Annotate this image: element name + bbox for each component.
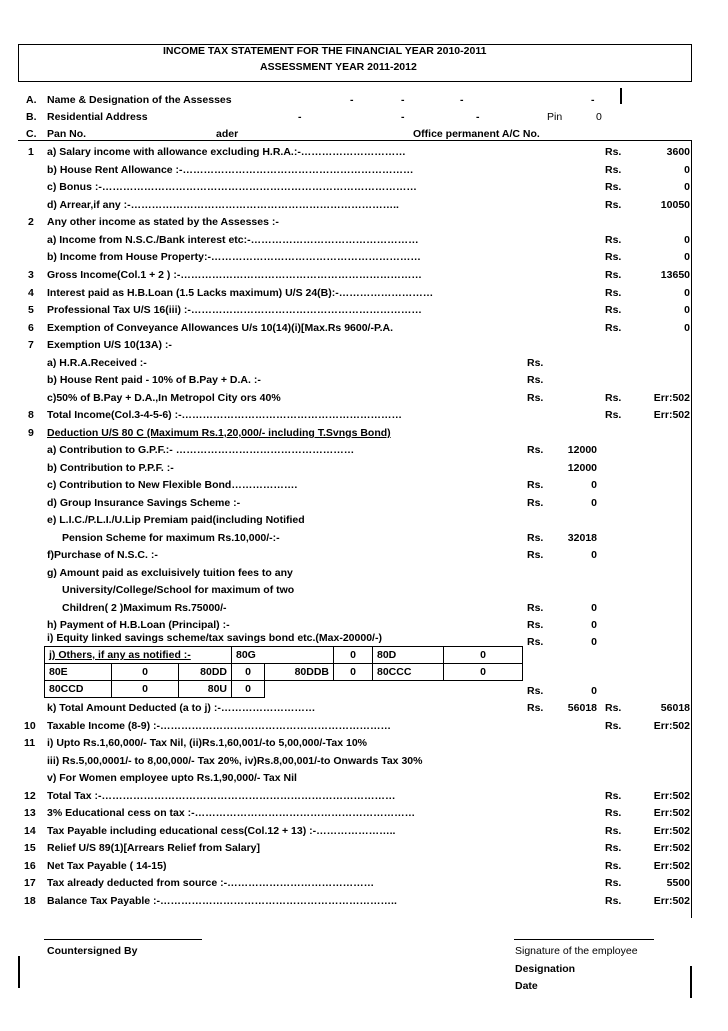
table-cell: 0 [112, 664, 179, 681]
header-divider [18, 81, 692, 82]
table-cell: 80DDB [265, 664, 334, 681]
left-border [18, 44, 19, 81]
residential-address-label: Residential Address [47, 111, 148, 123]
name-divider-bar [620, 88, 622, 104]
nsc-purchase-value: 0 [591, 549, 597, 561]
signature-label: Signature of the employee [515, 945, 638, 957]
hb-principal-value: 0 [591, 619, 597, 631]
row-number: 9 [28, 427, 34, 439]
taxable-income-value: Err:502 [653, 720, 690, 732]
title-line2: ASSESSMENT YEAR 2011-2012 [260, 61, 417, 73]
tax-slab-women: v) For Women employee upto Rs.1,90,000/- Tax Nil [47, 772, 297, 784]
rs-label: Rs. [527, 549, 544, 561]
balance-tax-value: Err:502 [653, 895, 690, 907]
table-cell-empty [265, 681, 523, 698]
pin-label: Pin [547, 111, 563, 123]
rs-label: Rs. [605, 251, 622, 263]
rs-label: Rs. [605, 287, 622, 299]
right-border [691, 44, 692, 81]
house-property-value: 0 [684, 251, 690, 263]
rs-label: Rs. [605, 234, 622, 246]
conveyance-exemption-label: Exemption of Conveyance Allowances U/s 10(14)(i)[Max.Rs 9600/-P.A. [47, 322, 394, 334]
bottom-margin-left [18, 956, 20, 988]
bonus-label: c) Bonus :-……………………………………………………………………………… [47, 181, 417, 193]
nsc-interest-value: 0 [684, 234, 690, 246]
salary-income-label: a) Salary income with allowance excluding H.R.A.:-………………………… [47, 146, 406, 158]
tuition-fees-label: g) Amount paid as excluisively tuition fees to any [47, 567, 293, 579]
signature-line [514, 939, 654, 940]
countersign-line [44, 939, 202, 940]
lic-label: e) L.I.C./P.L.I./U.Lip Premiam paid(including Notified [47, 514, 305, 526]
elss-label: i) Equity linked savings scheme/tax savings bond etc.(Max-20000/-) [47, 632, 382, 644]
row-number: 7 [28, 339, 34, 351]
arrear-label: d) Arrear,if any :-………………………………………………………………….. [47, 199, 399, 211]
label-c: C. [26, 128, 37, 140]
dash: - [460, 94, 464, 106]
deduction-80c-label: Deduction U/S 80 C (Maximum Rs.1,20,000/- including T.Svngs Bond) [47, 427, 391, 439]
rs-label: Rs. [527, 479, 544, 491]
group-insurance-label: d) Group Insurance Savings Scheme :- [47, 497, 241, 509]
tuition-fees-label-3: Children( 2 )Maximum Rs.75000/- [62, 602, 227, 614]
house-rent-paid-label: b) House Rent paid - 10% of B.Pay + D.A. :- [47, 374, 261, 386]
rs-label: Rs. [527, 444, 544, 456]
hb-principal-label: h) Payment of H.B.Loan (Principal) :- [47, 619, 230, 631]
rs-label: Rs. [527, 636, 544, 648]
ppf-value: 12000 [567, 462, 597, 474]
gross-income-label: Gross Income(Col.1 + 2 ) :-…………………………………………………………… [47, 269, 422, 281]
tax-slab-2: iii) Rs.5,00,0001/- to 8,00,000/- Tax 20%, iv)Rs.8,00,001/-to Onwards Tax 30% [47, 755, 423, 767]
exemption-10-13a-label: Exemption U/S 10(13A) :- [47, 339, 172, 351]
rs-label: Rs. [527, 392, 544, 404]
hra-label: b) House Rent Allowance :-………………………………………………………… [47, 164, 414, 176]
designation-label: Designation [515, 963, 576, 975]
balance-tax-label: Balance Tax Payable :-………………………………………………………….. [47, 895, 397, 907]
total-income-label: Total Income(Col.3-4-5-6) :-……………………………………………………… [47, 409, 403, 421]
rs-label: Rs. [527, 619, 544, 631]
rs-label: Rs. [527, 532, 544, 544]
row-number: 17 [24, 877, 36, 889]
metro-city-value: Err:502 [653, 392, 690, 404]
table-cell: 80U [179, 681, 232, 698]
row-number: 18 [24, 895, 36, 907]
house-property-label: b) Income from House Property:-…………………………………………………… [47, 251, 421, 263]
hb-loan-interest-value: 0 [684, 287, 690, 299]
dash: - [350, 94, 354, 106]
tds-label: Tax already deducted from source :-…………………………………… [47, 877, 375, 889]
tuition-fees-label-2: University/College/School for maximum of two [62, 584, 295, 596]
bottom-margin-right [690, 966, 692, 998]
right-border-lower [691, 140, 692, 918]
label-a: A. [26, 94, 37, 106]
education-cess-label: 3% Educational cess on tax :-……………………………………………………… [47, 807, 416, 819]
table-cell: 0 [444, 664, 523, 681]
relief-891-label: Relief U/S 89(1)[Arrears Relief from Salary] [47, 842, 260, 854]
row-number: 16 [24, 860, 36, 872]
rs-label: Rs. [527, 685, 544, 697]
professional-tax-value: 0 [684, 304, 690, 316]
rs-label: Rs. [605, 322, 622, 334]
net-tax-payable-value: Err:502 [653, 860, 690, 872]
dash: - [591, 94, 595, 106]
row-number: 2 [28, 216, 34, 228]
table-cell: 80E [45, 664, 112, 681]
dash: - [298, 111, 302, 123]
flexible-bond-value: 0 [591, 479, 597, 491]
rs-label: Rs. [605, 807, 622, 819]
gpf-value: 12000 [567, 444, 597, 456]
table-row [45, 664, 523, 681]
rs-label: Rs. [605, 842, 622, 854]
table-cell: 0 [334, 647, 373, 664]
lic-value: 32018 [567, 532, 597, 544]
salary-income-value: 3600 [666, 146, 690, 158]
rs-label: Rs. [527, 702, 544, 714]
row-number: 10 [24, 720, 36, 732]
table-cell: 0 [232, 681, 265, 698]
total-deducted-value-final: 56018 [660, 702, 690, 714]
pin-value: 0 [596, 111, 602, 123]
rs-label: Rs. [605, 860, 622, 872]
rs-label: Rs. [605, 146, 622, 158]
row-number: 4 [28, 287, 34, 299]
relief-891-value: Err:502 [653, 842, 690, 854]
rs-label: Rs. [605, 181, 622, 193]
metro-city-label: c)50% of B.Pay + D.A.,In Metropol City ors 40% [47, 392, 281, 404]
table-cell: 0 [112, 681, 179, 698]
table-cell: 80CCD [45, 681, 112, 698]
total-deducted-label: k) Total Amount Deducted (a to j) :-……………………… [47, 702, 316, 714]
others-notified-table [44, 646, 523, 698]
ader-text: ader [216, 128, 239, 140]
dash: - [401, 111, 405, 123]
table-cell: j) Others, if any as notified :- [45, 647, 232, 664]
rs-label: Rs. [605, 392, 622, 404]
row-number: 1 [28, 146, 34, 158]
tax-payable-value: Err:502 [653, 825, 690, 837]
dash: - [401, 94, 405, 106]
net-tax-payable-label: Net Tax Payable ( 14-15) [47, 860, 167, 872]
name-designation-label: Name & Designation of the Assesses [47, 94, 232, 106]
table-cell: 0 [334, 664, 373, 681]
conveyance-exemption-value: 0 [684, 322, 690, 334]
bonus-value: 0 [684, 181, 690, 193]
nsc-interest-label: a) Income from N.S.C./Bank interest etc:-………………………………………… [47, 234, 419, 246]
group-insurance-value: 0 [591, 497, 597, 509]
rs-label: Rs. [605, 895, 622, 907]
row-number: 15 [24, 842, 36, 854]
row-number: 5 [28, 304, 34, 316]
nsc-purchase-label: f)Purchase of N.S.C. :- [47, 549, 158, 561]
rs-label: Rs. [605, 877, 622, 889]
tuition-fees-value: 0 [591, 602, 597, 614]
pan-label: Pan No. [47, 128, 87, 140]
row-number: 6 [28, 322, 34, 334]
rs-label: Rs. [605, 269, 622, 281]
rs-label: Rs. [527, 602, 544, 614]
hb-loan-interest-label: Interest paid as H.B.Loan (1.5 Lacks maximum) U/S 24(B):-……………………… [47, 287, 434, 299]
elss-value: 0 [591, 636, 597, 648]
rs-label: Rs. [527, 357, 544, 369]
gpf-label: a) Contribution to G.P.F.:- …………………………………………… [47, 444, 355, 456]
total-tax-value: Err:502 [653, 790, 690, 802]
total-tax-label: Total Tax :-………………………………………………………………………… [47, 790, 396, 802]
table-cell: 80D [373, 647, 444, 664]
rs-label: Rs. [605, 409, 622, 421]
total-deducted-value: 56018 [567, 702, 597, 714]
rs-label: Rs. [605, 199, 622, 211]
rs-label: Rs. [605, 702, 622, 714]
row-number: 3 [28, 269, 34, 281]
others-notified-value: 0 [591, 685, 597, 697]
total-income-value: Err:502 [653, 409, 690, 421]
flexible-bond-label: c) Contribution to New Flexible Bond………………. [47, 479, 298, 491]
tds-value: 5500 [666, 877, 690, 889]
table-cell: 80DD [179, 664, 232, 681]
gross-income-value: 13650 [660, 269, 690, 281]
row-number: 14 [24, 825, 36, 837]
table-cell: 80CCC [373, 664, 444, 681]
pan-divider [18, 140, 692, 141]
tax-slab-1: i) Upto Rs.1,60,000/- Tax Nil, (ii)Rs.1,60,001/-to 5,00,000/-Tax 10% [47, 737, 367, 749]
row-number: 13 [24, 807, 36, 819]
office-ac-label: Office permanent A/C No. [413, 128, 540, 140]
arrear-value: 10050 [660, 199, 690, 211]
label-b: B. [26, 111, 37, 123]
countersigned-label: Countersigned By [47, 945, 138, 957]
ppf-label: b) Contribution to P.P.F. :- [47, 462, 174, 474]
rs-label: Rs. [527, 374, 544, 386]
title-line1: INCOME TAX STATEMENT FOR THE FINANCIAL YEAR 2010-2011 [163, 45, 487, 57]
table-row [45, 681, 523, 698]
dash: - [476, 111, 480, 123]
row-number: 11 [24, 737, 36, 749]
education-cess-value: Err:502 [653, 807, 690, 819]
pension-scheme-label: Pension Scheme for maximum Rs.10,000/-:- [62, 532, 280, 544]
row-number: 12 [24, 790, 36, 802]
rs-label: Rs. [605, 825, 622, 837]
rs-label: Rs. [605, 790, 622, 802]
tax-payable-label: Tax Payable including educational cess(Col.12 + 13) :-………………….. [47, 825, 396, 837]
rs-label: Rs. [605, 304, 622, 316]
table-cell: 0 [444, 647, 523, 664]
hra-received-label: a) H.R.A.Received :- [47, 357, 147, 369]
date-label: Date [515, 980, 538, 992]
table-cell: 80G [232, 647, 334, 664]
rs-label: Rs. [605, 164, 622, 176]
row-number: 8 [28, 409, 34, 421]
rs-label: Rs. [605, 720, 622, 732]
hra-value: 0 [684, 164, 690, 176]
professional-tax-label: Professional Tax U/S 16(iii) :-………………………………………………………… [47, 304, 422, 316]
table-cell: 0 [232, 664, 265, 681]
other-income-label: Any other income as stated by the Assesses :- [47, 216, 279, 228]
rs-label: Rs. [527, 497, 544, 509]
taxable-income-label: Taxable Income (8-9) :-………………………………………………………… [47, 720, 391, 732]
table-row [45, 647, 523, 664]
